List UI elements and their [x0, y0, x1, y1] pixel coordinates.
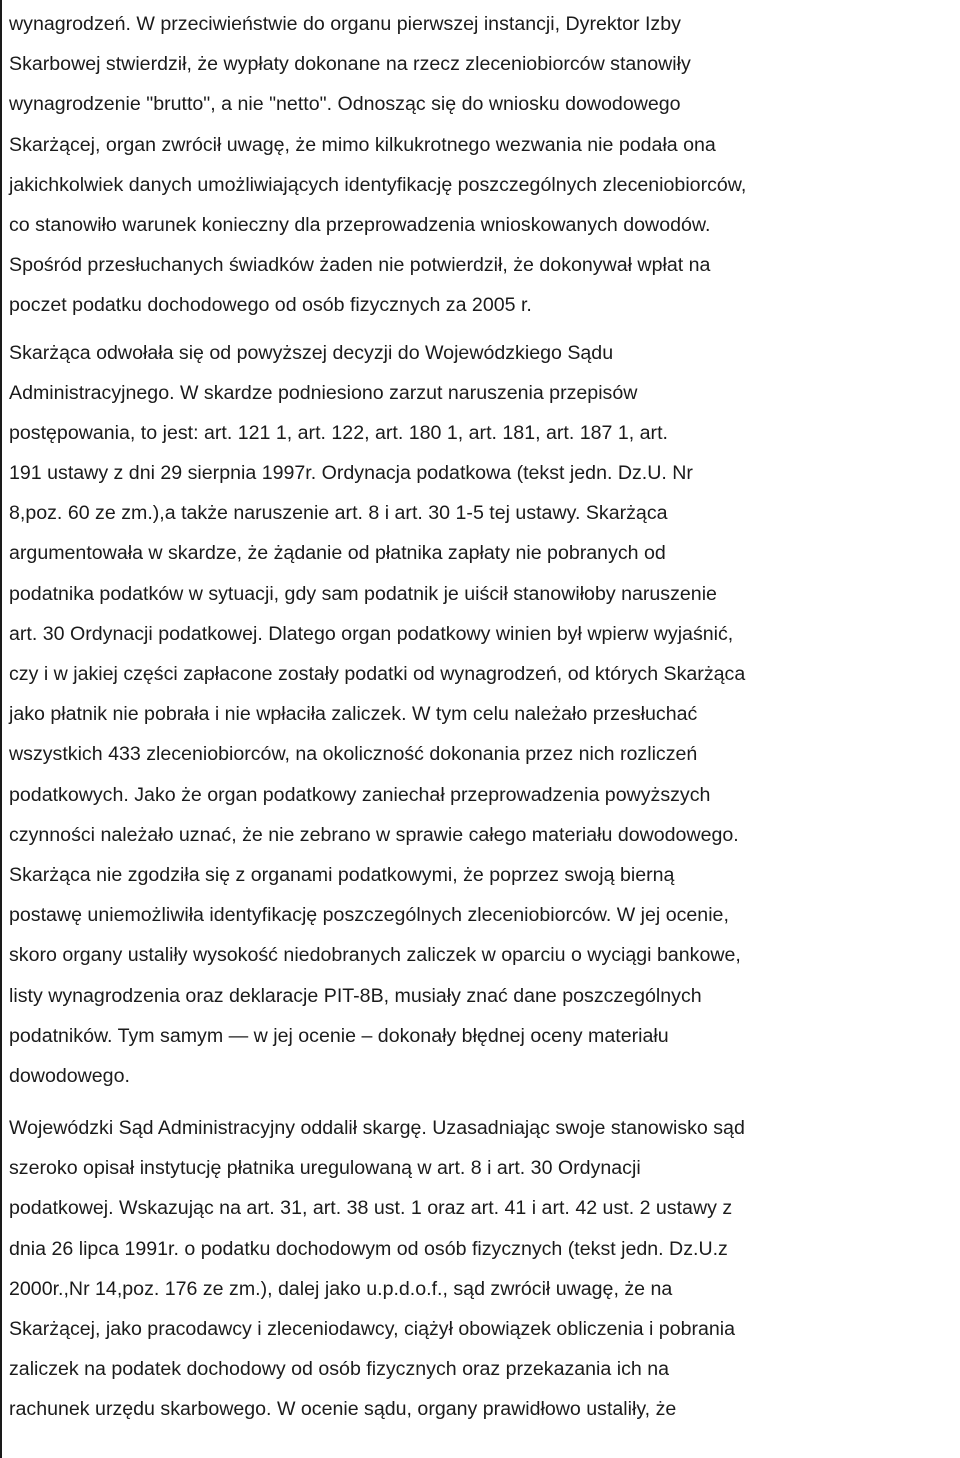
text-line: listy wynagrodzenia oraz deklaracje PIT-8B, musiały znać dane poszczególnych	[9, 984, 702, 1007]
paragraph-2	[9, 333, 955, 1097]
text-line: dowodowego.	[9, 1064, 130, 1087]
text-line: podatników. Tym samym — w jej ocenie – dokonały błędnej oceny materiału	[9, 1024, 669, 1047]
text-line: Skarżąca odwołała się od powyższej decyzji do Wojewódzkiego Sądu	[9, 341, 614, 364]
text-line: Administracyjnego. W skardze podniesiono zarzut naruszenia przepisów	[9, 381, 638, 404]
text-line: poczet podatku dochodowego od osób fizycznych za 2005 r.	[9, 294, 532, 317]
text-line: Skarżąca nie zgodziła się z organami podatkowymi, że poprzez swoją bierną	[9, 863, 675, 886]
paragraph-3	[9, 1108, 955, 1430]
text-line: Spośród przesłuchanych świadków żaden nie potwierdził, że dokonywał wpłat na	[9, 254, 711, 277]
text-line: rachunek urzędu skarbowego. W ocenie sądu, organy prawidłowo ustaliły, że	[9, 1398, 677, 1421]
text-line: wynagrodzeń. W przeciwieństwie do organu pierwszej instancji, Dyrektor Izby	[9, 13, 681, 35]
text-line: zaliczek na podatek dochodowy od osób fizycznych oraz przekazania ich na	[9, 1358, 670, 1381]
text-line: Skarżącej, jako pracodawcy i zleceniodawcy, ciążył obowiązek obliczenia i pobrania	[9, 1318, 736, 1340]
paragraph-1	[9, 4, 955, 326]
paragraph-spacer	[9, 1096, 955, 1108]
text-line: art. 30 Ordynacji podatkowej. Dlatego organ podatkowy winien był wpierw wyjaśnić,	[9, 622, 734, 645]
text-line: podatkowych. Jako że organ podatkowy zaniechał przeprowadzenia powyższych	[9, 783, 711, 806]
text-line: podatkowej. Wskazując na art. 31, art. 38 ust. 1 oraz art. 41 i art. 42 ust. 2 ustawy z	[9, 1197, 733, 1220]
text-line: 2000r.,Nr 14,poz. 176 ze zm.), dalej jako u.p.d.o.f., sąd zwrócił uwagę, że na	[9, 1277, 673, 1300]
text-line: 8,poz. 60 ze zm.),a także naruszenie art. 8 i art. 30 1-5 tej ustawy. Skarżąca	[9, 502, 668, 525]
text-line: wynagrodzenie "brutto", a nie "netto". Odnosząc się do wniosku dowodowego	[9, 93, 681, 116]
text-line: czy i w jakiej części zapłacone zostały podatki od wynagrodzeń, od których Skarżąca	[9, 663, 746, 685]
text-line: Wojewódzki Sąd Administracyjny oddalił skargę. Uzasadniając swoje stanowisko sąd	[9, 1117, 745, 1140]
text-line: jakichkolwiek danych umożliwiających identyfikację poszczególnych zleceniobiorców,	[9, 173, 747, 196]
text-line: Skarżącej, organ zwrócił uwagę, że mimo kilkukrotnego wezwania nie podała ona	[9, 133, 716, 156]
text-line: 191 ustawy z dni 29 sierpnia 1997r. Ordynacja podatkowa (tekst jedn. Dz.U. Nr	[9, 462, 693, 485]
text-line: co stanowiło warunek konieczny dla przeprowadzenia wnioskowanych dowodów.	[9, 213, 711, 236]
text-line: skoro organy ustaliły wysokość niedobranych zaliczek w oparciu o wyciągi bankowe,	[9, 944, 741, 967]
paragraph-spacer	[9, 326, 955, 333]
text-line: czynności należało uznać, że nie zebrano w sprawie całego materiału dowodowego.	[9, 823, 739, 846]
document-body	[9, 4, 955, 1430]
text-line: szeroko opisał instytucję płatnika uregulowaną w art. 8 i art. 30 Ordynacji	[9, 1157, 641, 1180]
text-line: postępowania, to jest: art. 121 1, art. 122, art. 180 1, art. 181, art. 187 1, art.	[9, 421, 668, 444]
text-line: wszystkich 433 zleceniobiorców, na okoliczność dokonania przez nich rozliczeń	[9, 743, 698, 766]
left-margin-rule	[0, 0, 2, 1458]
text-line: Skarbowej stwierdził, że wypłaty dokonane na rzecz zleceniobiorców stanowiły	[9, 53, 691, 76]
text-line: jako płatnik nie pobrała i nie wpłaciła zaliczek. W tym celu należało przesłuchać	[9, 703, 698, 726]
text-line: dnia 26 lipca 1991r. o podatku dochodowym od osób fizycznych (tekst jedn. Dz.U.z	[9, 1237, 728, 1260]
text-line: postawę uniemożliwiła identyfikację poszczególnych zleceniobiorców. W jej ocenie,	[9, 904, 729, 927]
text-line: podatnika podatków w sytuacji, gdy sam podatnik je uiścił stanowiłoby naruszenie	[9, 582, 717, 605]
text-line: argumentowała w skardze, że żądanie od płatnika zapłaty nie pobranych od	[9, 542, 666, 565]
